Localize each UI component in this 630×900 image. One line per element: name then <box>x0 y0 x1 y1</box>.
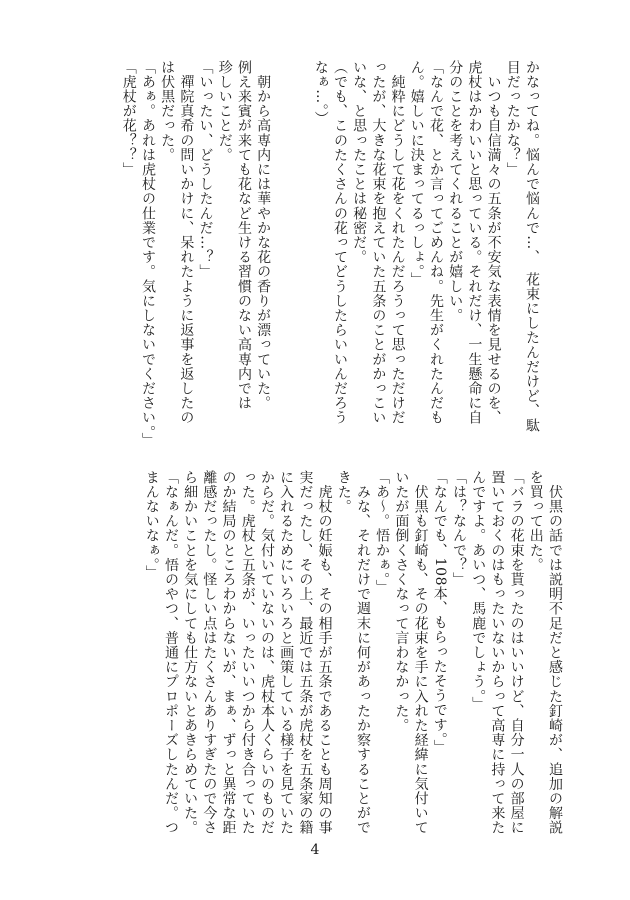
text-line: ん。嬉しいに決まってるっしょ。」 <box>408 60 425 287</box>
text-line: ったが、大きな花束を抱えていた五条のことがかっこい <box>370 60 387 425</box>
text-line <box>291 60 310 415</box>
text-line: 例え来賓が来ても花など生ける習慣のない高専内では <box>235 60 252 411</box>
text-line: は伏黒だった。 <box>159 60 176 163</box>
text-line: 虎杖はかわいいと思っている。それだけ、一生懸命に自 <box>466 60 483 425</box>
text-line: 「は？なんで？」 <box>450 470 467 587</box>
text-line: 伏黒の話では説明不足だと感じた釘崎が、追加の解説 <box>547 470 563 835</box>
text-line: （でも、このたくさんの花ってどうしたらいいんだろう <box>331 60 348 425</box>
text-line: 「虎杖が花？？」 <box>120 60 137 177</box>
text-line: 「なんでも、108本、もらったそうです。」 <box>431 470 448 755</box>
text-line: まんないなぁ。」 <box>143 470 160 580</box>
text-line: んですよ。あいつ、馬鹿でしょう。」 <box>470 470 487 712</box>
text-line: なぁ…。） <box>312 60 329 126</box>
text-line: を買って出た。 <box>527 470 544 573</box>
text-line: いな、と思ったことは秘密だ。 <box>351 60 368 265</box>
text-line: 禪院真希の問いかけに、呆れたように返事を返したの <box>178 60 195 425</box>
text-line: 「いったい、どうしたんだ…？」 <box>197 60 214 279</box>
text-line: 虎杖の妊娠も、その相手が五条であることも周知の事 <box>316 470 333 835</box>
page-number: 4 <box>310 842 320 858</box>
text-line: 置いておくのはもったいないからって高専に持って来た <box>489 470 506 835</box>
text-line: 目だったかな？」 <box>504 60 521 177</box>
text-line: 「バラの花束を貰ったのはいいけど、自分一人の部屋に <box>508 470 525 835</box>
text-line: 「なんで花、とか言ってごめんね。先生がくれたんだも <box>427 60 444 425</box>
text-line: 珍しいことだ。 <box>216 60 233 163</box>
text-line <box>272 60 291 415</box>
text-line: 分のことを考えてくれることが嬉しい。 <box>447 60 464 323</box>
text-line: 伏黒も釘崎も、その花束を手に入れた経緯に気付いて <box>412 470 429 835</box>
text-line: に入れるためにいろいろと画策している様子を見ていた <box>278 470 295 835</box>
text-line: かなってね。悩んで悩んで…、 花束にしたんだけど、駄 <box>524 60 540 433</box>
text-line: 離感だったし。怪しい点はたくさんありすぎたので今さ <box>201 470 218 835</box>
text-line: いつも自信満々の五条が不安気な表情を見せるのを、 <box>485 60 502 425</box>
text-line: 「なぁんだ。悟のやつ、普通にプロポーズしたんだ。つ <box>162 470 179 835</box>
text-line: 実だったし、その上、最近では五条が虎杖を五条家の籍 <box>297 470 314 835</box>
text-line: 「あぁ。あれは虎杖の仕業です。気にしないでください。」 <box>139 60 156 448</box>
text-line: ら細かいことを気にしても仕方ないとあきらめていた。 <box>182 470 199 835</box>
text-line: みな、それだけで週末に何があったか察することがで <box>354 470 371 835</box>
text-line: きた。 <box>335 470 352 514</box>
text-line: った。虎杖と五条が、いったいいつから付き合っていた <box>239 470 256 835</box>
text-line: からだ。気付いていないのは、虎杖本人くらいのものだ <box>258 470 275 835</box>
text-line: のか結局のところわからないが、まぁ、ずっと異常な距 <box>220 470 237 835</box>
top-text-block <box>93 60 541 448</box>
text-line: 「あ～。悟かぁ。」 <box>374 470 391 595</box>
text-line: いたが面倒くさくなって言わなかった。 <box>393 470 410 733</box>
bottom-text-block <box>84 470 564 850</box>
text-line: 純粋にどうして花をくれたんだろうって思っただけだ <box>389 60 406 425</box>
text-line: 朝から高専内には華やかな花の香りが漂っていた。 <box>255 60 272 411</box>
